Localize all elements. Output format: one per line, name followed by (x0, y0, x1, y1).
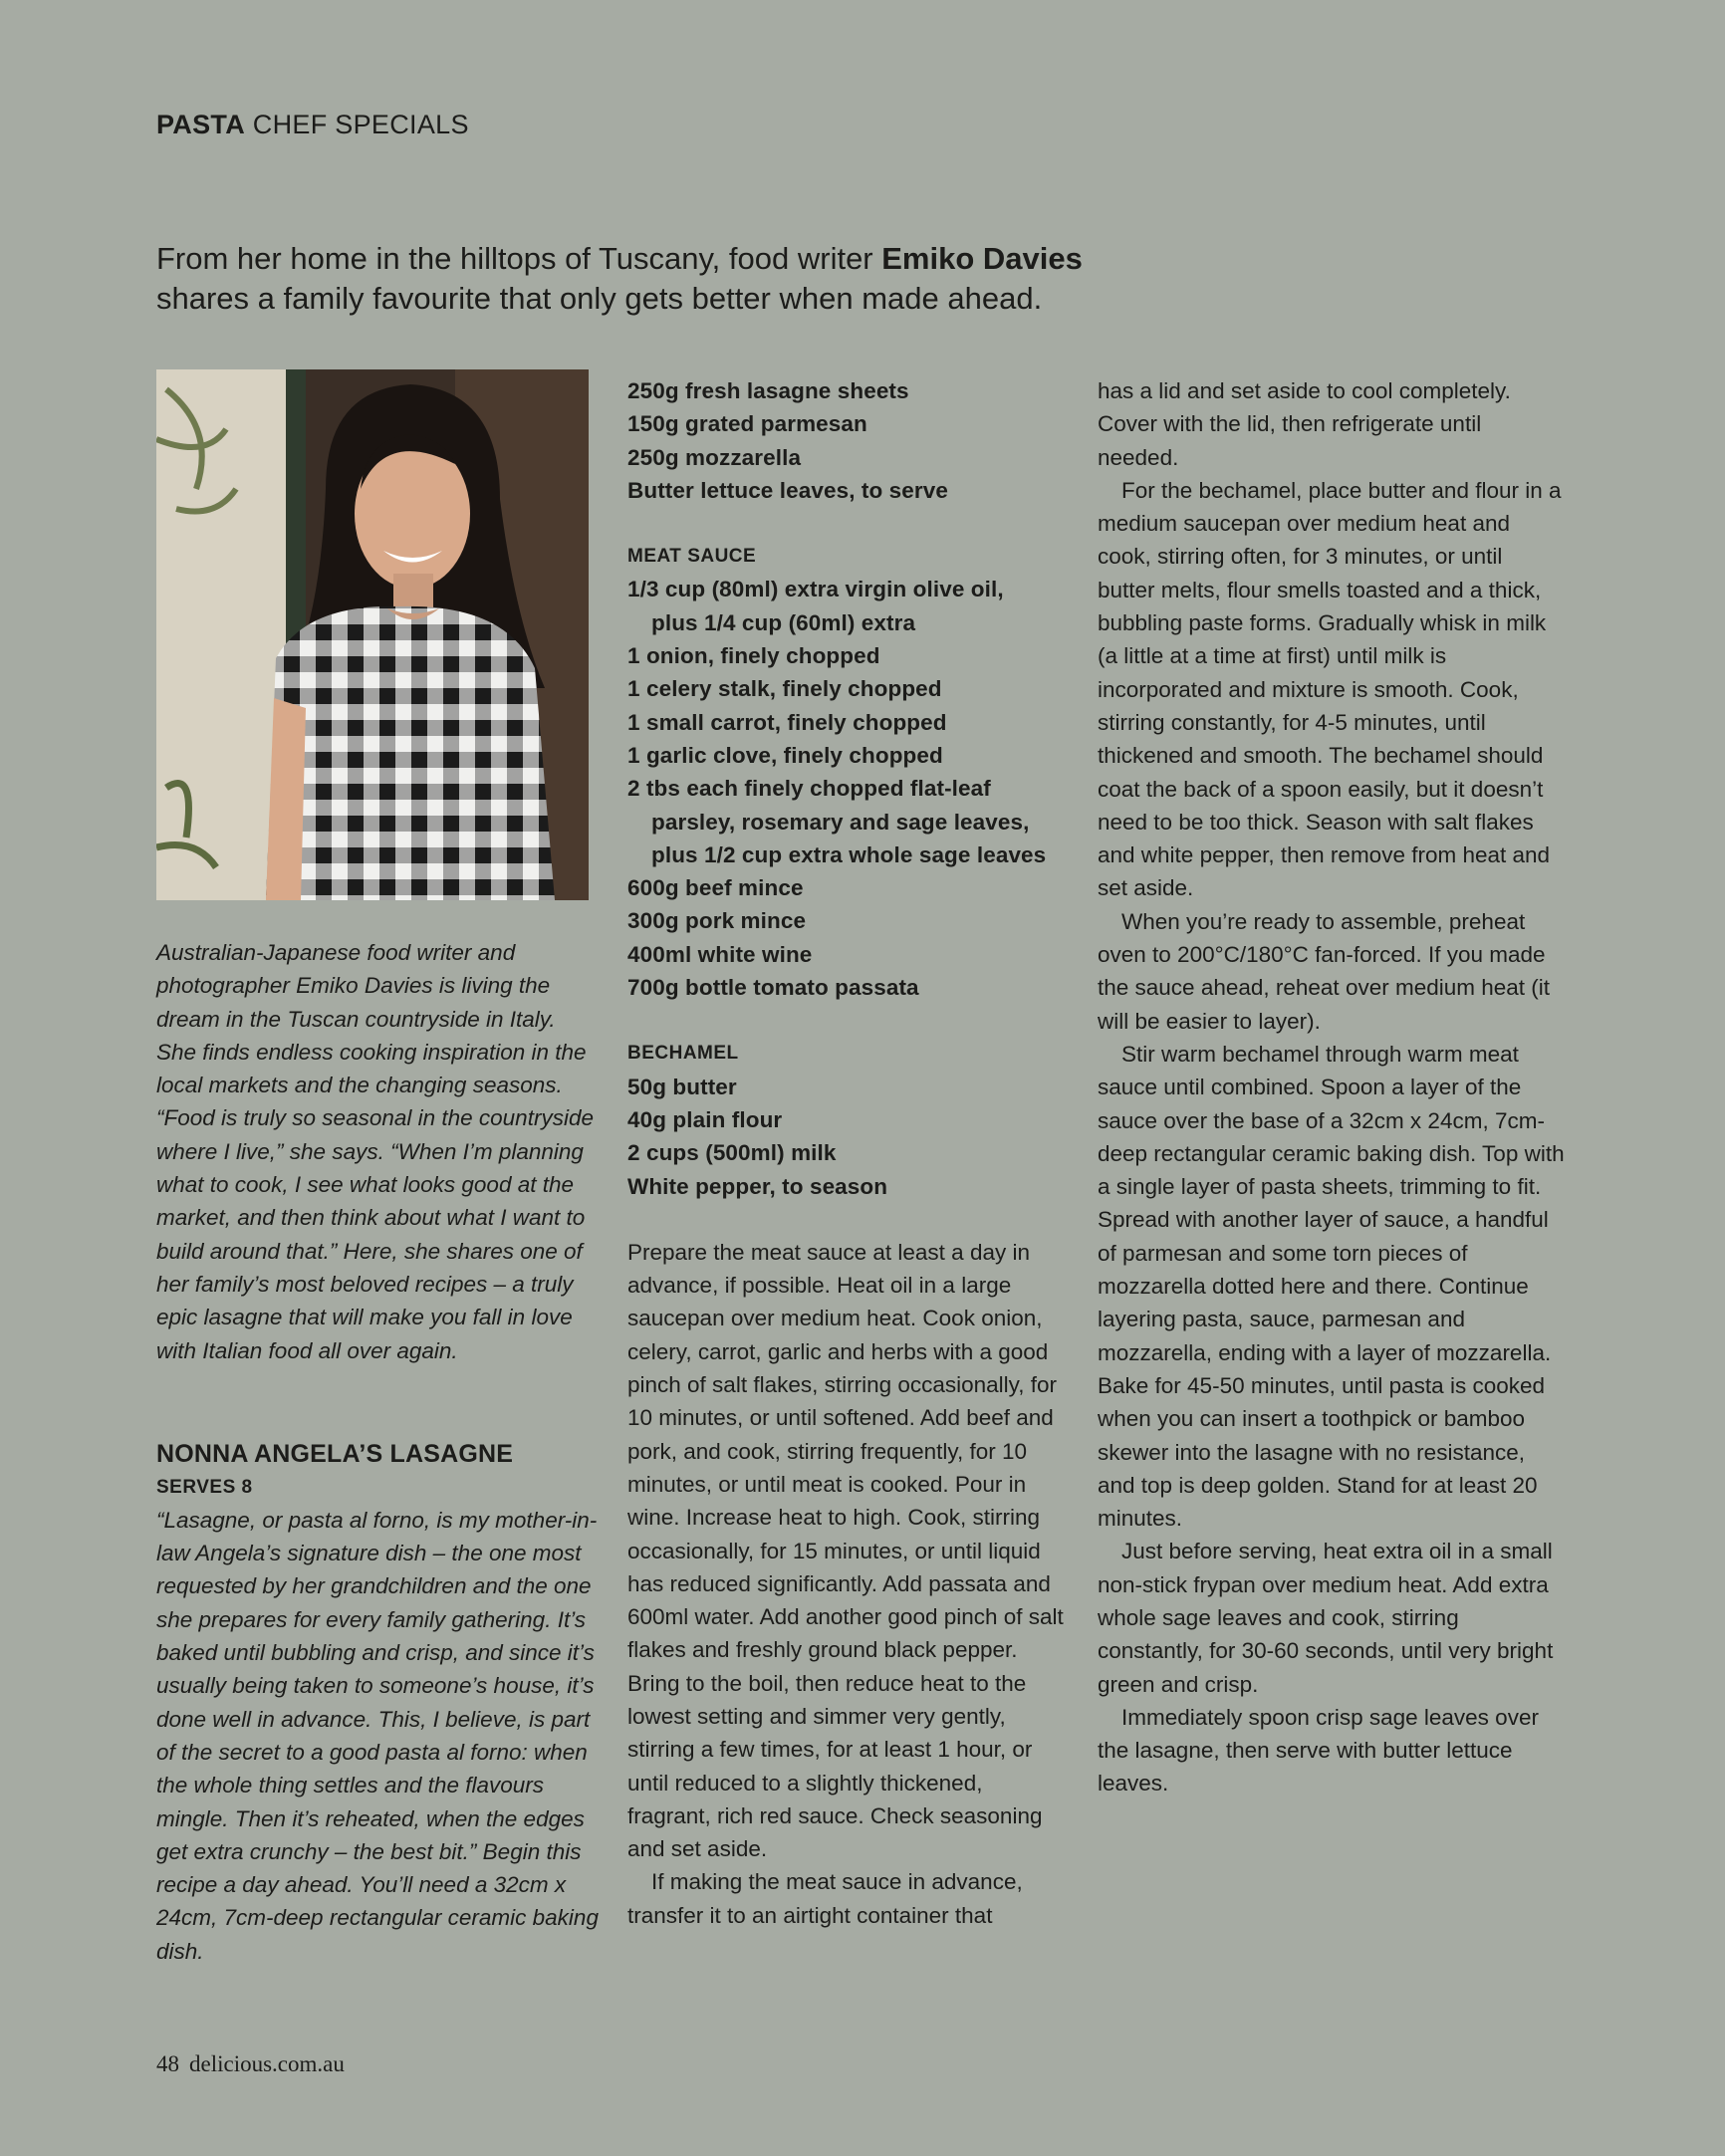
ingredient-item: 700g bottle tomato passata (627, 975, 919, 1001)
section-tag-rest: CHEF SPECIALS (245, 110, 469, 139)
ingredient-item: 50g butter (627, 1074, 737, 1099)
standfirst (156, 239, 1152, 319)
standfirst-text-after: shares a family favourite that only gets better when made ahead. (156, 281, 1043, 316)
method-part-1 (627, 1236, 1066, 1932)
section-tag (156, 110, 469, 140)
method-step: Prepare the meat sauce at least a day in advance, if possible. Heat oil in a large saucepan over medium heat. Cook onion, celery, carrot, garlic and herbs with a good pinch of salt flakes, stirring occasionally, for 10 minutes, or until softened. Add beef and pork, and cook, stirring frequently, for 10 minutes, or until meat is cooked. Pour in wine. Increase heat to high. Cook, stirring occasionally, for 15 minutes, or until liquid has reduced significantly. Add passata and 600ml water. Add another good pinch of salt flakes and freshly ground black pepper. Bring to the boil, then reduce heat to the lowest setting and simmer very gently, stirring a few times, for at least 1 hour, or until reduced to a slightly thickened, fragrant, rich red sauce. Check seasoning and set aside. (627, 1239, 1064, 1862)
ingredients-bechamel (627, 1037, 1066, 1202)
spacer (627, 1203, 1066, 1236)
ingredients-meat-sauce (627, 540, 1066, 1004)
meat-sauce-heading: MEAT SAUCE (627, 546, 757, 568)
ingredient-item: plus 1/4 cup (60ml) extra (651, 609, 916, 635)
ingredient-item: 1 garlic clove, finely chopped (627, 742, 943, 768)
ingredient-item: 1 small carrot, finely chopped (627, 709, 947, 735)
recipe-serves: SERVES 8 (156, 1476, 253, 1498)
author-photo (156, 369, 589, 900)
page-number: 48 (156, 2051, 179, 2076)
recipe-quote: “Lasagne, or pasta al forno, is my mother-in-law Angela’s signature dish – the one most requested by her grandchildren and the one she prepares for every family gathering. It’s baked until bubbling and crisp, and since it’s usually being taken to someone’s house, it’s done well in advance. This, I believe, is part of the secret to a good pasta al forno: when the whole thing settles and the flavours mingle. Then it’s reheated, when the edges get extra crunchy – the best bit.” Begin this recipe a day ahead. You’ll need a 32cm x 24cm, 7cm-deep rectangular ceramic baking dish. (156, 1507, 599, 1964)
ingredient-item: 1 celery stalk, finely chopped (627, 676, 942, 702)
ingredient-item: 2 tbs each finely chopped flat-leaf (627, 776, 991, 802)
recipe-title: NONNA ANGELA’S LASAGNE (156, 1439, 514, 1468)
method-step: Stir warm bechamel through warm meat sauce until combined. Spoon a layer of the sauce over the base of a 32cm x 24cm, 7cm-deep rectangular ceramic baking dish. Top with a single layer of pasta sheets, trimming to fit. Spread with another layer of sauce, a handful of parmesan and some torn pieces of mozzarella dotted here and there. Continue layering pasta, sauce, parmesan and mozzarella, ending with a layer of mozzarella. Bake for 45-50 minutes, until pasta is cooked when you can insert a toothpick or bamboo skewer into the lasagne with no resistance, and top is deep golden. Stand for at least 20 minutes. (1098, 1041, 1565, 1532)
method-step-continued: has a lid and set aside to cool completely. Cover with the lid, then refrigerate until needed. (1098, 378, 1511, 470)
left-column (156, 936, 600, 1968)
method-step: If making the meat sauce in advance, transfer it to an airtight container that (627, 1869, 1023, 1928)
ingredient-item: 600g beef mince (627, 875, 804, 901)
ingredient-item: 250g mozzarella (627, 444, 802, 470)
ingredient-item: 1 onion, finely chopped (627, 643, 880, 669)
ingredient-item: plus 1/2 cup extra whole sage leaves (651, 841, 1047, 867)
section-tag-bold: PASTA (156, 110, 245, 139)
ingredient-item: 300g pork mince (627, 908, 807, 934)
ingredient-item: 40g plain flour (627, 1106, 783, 1132)
method-step: For the bechamel, place butter and flour in a medium saucepan over medium heat and cook, stirring often, for 3 minutes, or until butter melts, flour smells toasted and a thick, bubbling paste forms. Gradually whisk in milk (a little at a time at first) until milk is incorporated and mixture is smooth. Cook, stirring constantly, for 4-5 minutes, until thickened and smooth. The bechamel should coat the back of a spoon easily, but it doesn’t need to be too thick. Season with salt flakes and white pepper, then remove from heat and set aside. (1098, 477, 1562, 901)
method-step: Just before serving, heat extra oil in a small non-stick frypan over medium heat. Add extra whole sage leaves and cook, stirring constantly, for 30-60 seconds, until very bright green and crisp. (1098, 1539, 1554, 1697)
author-name: Emiko Davies (881, 241, 1083, 276)
intro-paragraph: Australian-Japanese food writer and photographer Emiko Davies is living the dream in the Tuscan countryside in Italy. She finds endless cooking inspiration in the local markets and the changing seasons. “Food is truly so seasonal in the countryside where I live,” she says. “When I’m planning what to cook, I see what looks good at the market, and then think about what I want to build around that.” Here, she shares one of her family’s most beloved recipes – a truly epic lasagne that will make you fall in love with Italian food all over again. (156, 940, 594, 1363)
ingredient-item: White pepper, to season (627, 1173, 888, 1199)
page-footer (156, 2051, 355, 2077)
method-part-2 (1098, 374, 1566, 1800)
ingredients-main (627, 374, 1066, 507)
method-step: When you’re ready to assemble, preheat oven to 200°C/180°C fan-forced. If you made the sauce ahead, reheat over medium heat (it will be easier to layer). (1098, 908, 1551, 1034)
standfirst-text-before: From her home in the hilltops of Tuscany, food writer (156, 241, 882, 276)
bechamel-heading: BECHAMEL (627, 1043, 739, 1065)
ingredient-item: 400ml white wine (627, 941, 813, 967)
right-column (1098, 374, 1566, 1800)
ingredient-item: Butter lettuce leaves, to serve (627, 477, 948, 503)
ingredient-item: 2 cups (500ml) milk (627, 1140, 837, 1166)
ingredient-item: 150g grated parmesan (627, 411, 867, 437)
middle-column (627, 374, 1066, 1932)
ingredient-item: 1/3 cup (80ml) extra virgin olive oil, (627, 577, 1004, 602)
site-url: delicious.com.au (189, 2051, 345, 2076)
ingredient-item: 250g fresh lasagne sheets (627, 378, 909, 403)
ingredient-item: parsley, rosemary and sage leaves, (651, 809, 1030, 835)
method-step: Immediately spoon crisp sage leaves over the lasagne, then serve with butter lettuce leaves. (1098, 1704, 1539, 1797)
